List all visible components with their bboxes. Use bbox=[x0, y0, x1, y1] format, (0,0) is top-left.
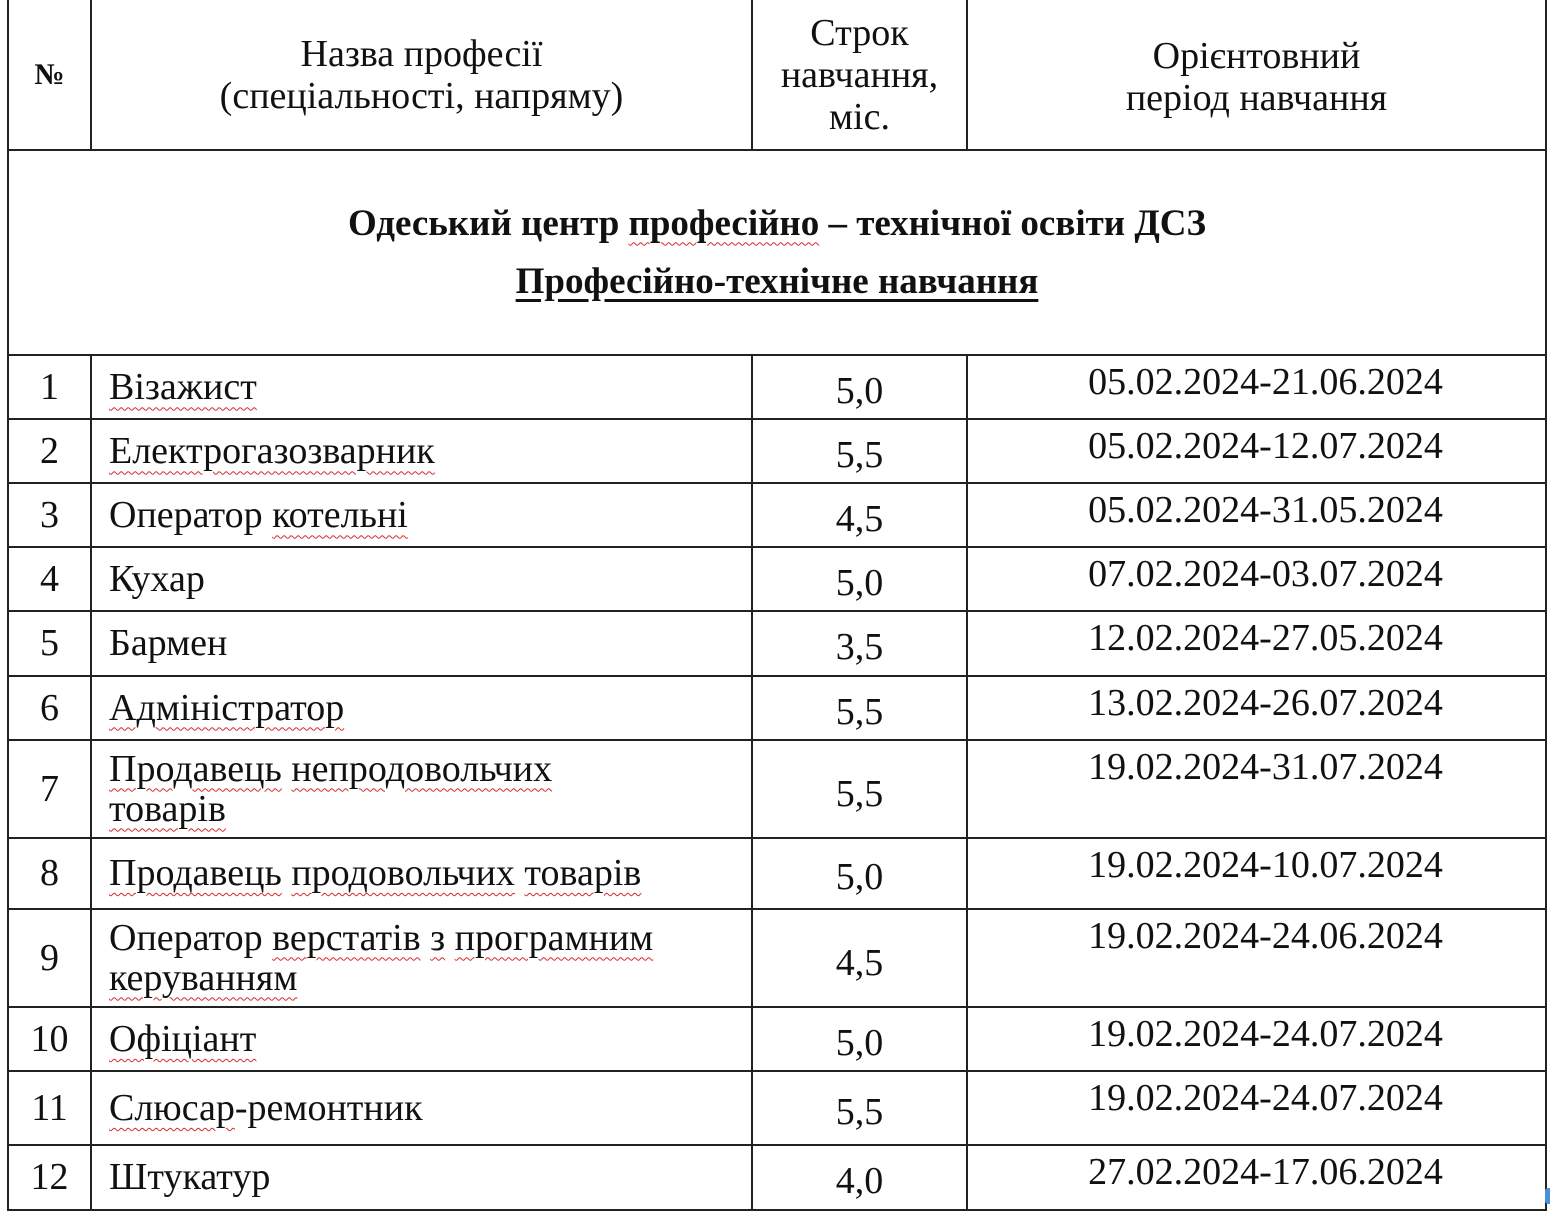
training-period: 19.02.2024-10.07.2024 bbox=[967, 838, 1546, 909]
duration-months: 5,5 bbox=[752, 740, 967, 838]
header-duration-line3: міс. bbox=[829, 95, 890, 138]
training-period: 27.02.2024-17.06.2024 bbox=[967, 1145, 1546, 1210]
row-number: 7 bbox=[8, 740, 91, 838]
training-period: 13.02.2024-26.07.2024 bbox=[967, 676, 1546, 740]
table-row bbox=[8, 419, 1546, 483]
row-number: 1 bbox=[8, 355, 91, 419]
training-period: 05.02.2024-12.07.2024 bbox=[967, 419, 1546, 483]
profession-name: Оператор верстатів з програмним керуванням bbox=[91, 909, 752, 1007]
duration-months: 5,0 bbox=[752, 838, 967, 909]
table-row bbox=[8, 1071, 1546, 1145]
row-number: 4 bbox=[8, 547, 91, 611]
header-profession-line1: Назва професії bbox=[300, 32, 543, 75]
header-period bbox=[967, 0, 1546, 150]
table-row bbox=[8, 547, 1546, 611]
duration-months: 5,0 bbox=[752, 1007, 967, 1071]
row-number: 3 bbox=[8, 483, 91, 547]
training-period: 19.02.2024-31.07.2024 bbox=[967, 740, 1546, 838]
header-number: № bbox=[8, 0, 91, 150]
table-row bbox=[8, 740, 1546, 838]
section-heading bbox=[8, 150, 1546, 355]
profession-name: Оператор котельні bbox=[91, 483, 752, 547]
training-period: 19.02.2024-24.06.2024 bbox=[967, 909, 1546, 1007]
duration-months: 5,5 bbox=[752, 676, 967, 740]
row-number: 11 bbox=[8, 1071, 91, 1145]
header-period-line2: період навчання bbox=[1125, 76, 1388, 119]
header-duration bbox=[752, 0, 967, 150]
profession-name: Продавець продовольчих товарів bbox=[91, 838, 752, 909]
row-number: 5 bbox=[8, 611, 91, 675]
duration-months: 3,5 bbox=[752, 611, 967, 675]
section-row bbox=[8, 150, 1546, 355]
table-row bbox=[8, 909, 1546, 1007]
duration-months: 4,5 bbox=[752, 909, 967, 1007]
profession-name: Візажист bbox=[91, 355, 752, 419]
table-row bbox=[8, 611, 1546, 675]
row-number: 8 bbox=[8, 838, 91, 909]
profession-name: Адміністратор bbox=[91, 676, 752, 740]
edge-marker bbox=[1545, 1188, 1550, 1204]
training-period: 07.02.2024-03.07.2024 bbox=[967, 547, 1546, 611]
table-row bbox=[8, 355, 1546, 419]
row-number: 6 bbox=[8, 676, 91, 740]
section-title: Одеський центр професійно – технічної освіти ДСЗ bbox=[347, 202, 1207, 244]
training-period: 05.02.2024-31.05.2024 bbox=[967, 483, 1546, 547]
profession-name: Офіціант bbox=[91, 1007, 752, 1071]
profession-name: Штукатур bbox=[91, 1145, 752, 1210]
duration-months: 5,5 bbox=[752, 1071, 967, 1145]
header-period-line1: Орієнтовний bbox=[1152, 34, 1361, 77]
duration-months: 5,5 bbox=[752, 419, 967, 483]
duration-months: 5,0 bbox=[752, 547, 967, 611]
table-row bbox=[8, 1007, 1546, 1071]
row-number: 2 bbox=[8, 419, 91, 483]
row-number: 9 bbox=[8, 909, 91, 1007]
training-period: 19.02.2024-24.07.2024 bbox=[967, 1007, 1546, 1071]
header-duration-line1: Строк bbox=[810, 11, 909, 54]
header-profession-line2: (спеціальності, напряму) bbox=[219, 74, 624, 117]
section-subtitle: Професійно-технічне навчання bbox=[515, 260, 1039, 302]
training-period: 19.02.2024-24.07.2024 bbox=[967, 1071, 1546, 1145]
profession-name: Продавець непродовольчих товарів bbox=[91, 740, 752, 838]
table-row bbox=[8, 838, 1546, 909]
training-period: 05.02.2024-21.06.2024 bbox=[967, 355, 1546, 419]
profession-name: Електрогазозварник bbox=[91, 419, 752, 483]
duration-months: 4,0 bbox=[752, 1145, 967, 1210]
duration-months: 4,5 bbox=[752, 483, 967, 547]
row-number: 12 bbox=[8, 1145, 91, 1210]
table-row bbox=[8, 483, 1546, 547]
header-duration-line2: навчання, bbox=[780, 53, 939, 96]
training-period: 12.02.2024-27.05.2024 bbox=[967, 611, 1546, 675]
profession-name: Кухар bbox=[91, 547, 752, 611]
table-row bbox=[8, 1145, 1546, 1210]
profession-name: Слюсар-ремонтник bbox=[91, 1071, 752, 1145]
table-row bbox=[8, 676, 1546, 740]
duration-months: 5,0 bbox=[752, 355, 967, 419]
header-row bbox=[8, 0, 1546, 150]
profession-name: Бармен bbox=[91, 611, 752, 675]
header-profession bbox=[91, 0, 752, 150]
row-number: 10 bbox=[8, 1007, 91, 1071]
training-table bbox=[7, 0, 1547, 1211]
